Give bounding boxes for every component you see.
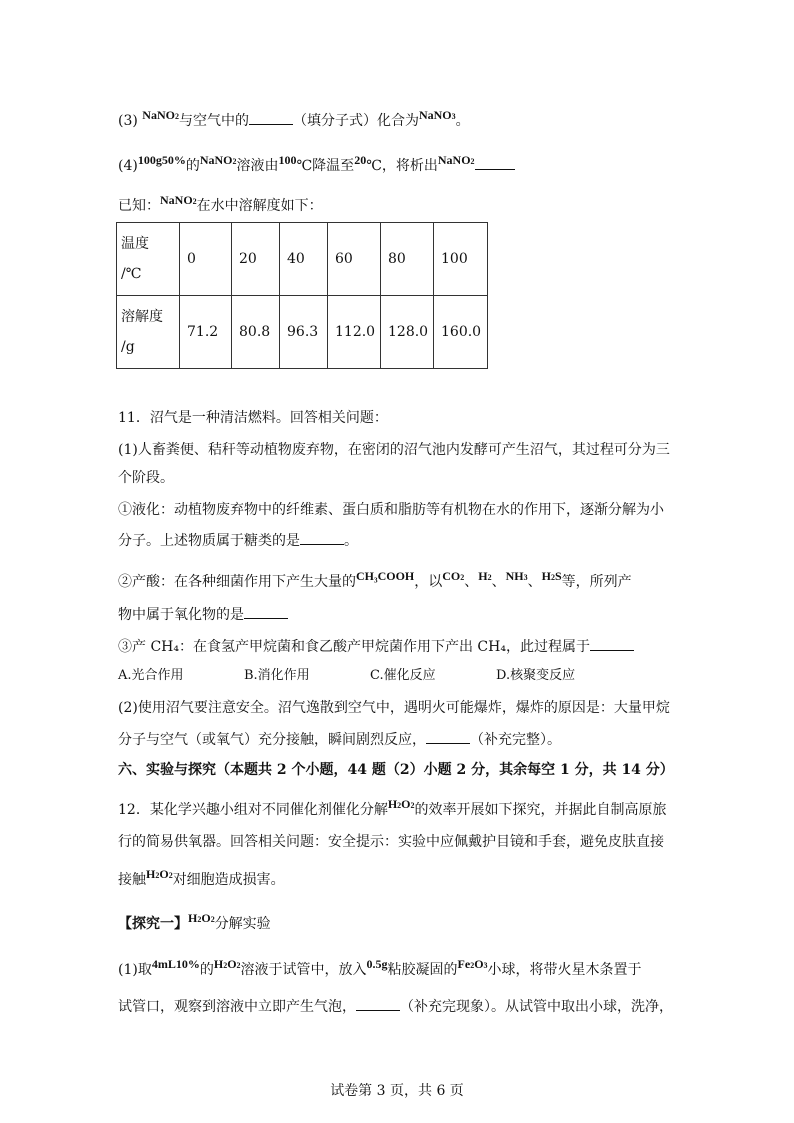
table-row-solubility: [117, 296, 488, 369]
table-cell: 71.2: [180, 296, 232, 369]
answer-blank[interactable]: [426, 729, 470, 744]
formula-h2o2: H2O2: [146, 867, 173, 881]
q3-line: (3) NaNO2与空气中的 （填分子式）化合为NaNO3。: [118, 108, 470, 129]
table-row-temperature: [117, 223, 488, 296]
formula-h2o2: H2O2: [188, 911, 215, 925]
formula-nano2: NaNO2: [142, 108, 179, 122]
q11-p2-line2: 分子与空气（或氧气）充分接触，瞬间剧烈反应， （补充完整）。: [118, 729, 561, 750]
formula-100g50pct: 100g50%: [137, 153, 186, 167]
q12-p1-line2: 试管口，观察到溶液中立即产生气泡， （补充完现象）。从试管中取出小球，洗净，: [118, 996, 673, 1017]
table-cell: 80: [381, 223, 434, 296]
q4-number: (4): [118, 158, 138, 174]
table-cell: 160.0: [434, 296, 488, 369]
table-cell: 128.0: [381, 296, 434, 369]
formula-h2o2: H2O2: [387, 797, 415, 811]
q11-p2-line1: (2)使用沼气要注意安全。沼气逸散到空气中，遇明火可能爆炸，爆炸的原因是：大量甲烷: [118, 700, 670, 716]
answer-blank[interactable]: [475, 155, 515, 170]
known-line: 已知：NaNO2在水中溶解度如下：: [118, 193, 323, 214]
answer-blank[interactable]: [244, 604, 288, 619]
table-header-solubility: 溶解度 /g: [117, 296, 180, 369]
inquiry-1-heading: 【探究一】H2O2分解实验: [118, 911, 271, 932]
q11-s1-line2: 分子。上述物质属于糖类的是 。: [118, 530, 358, 551]
table-cell: 80.8: [232, 296, 280, 369]
solubility-table: [116, 222, 488, 369]
q11-s2-line2: 物中属于氧化物的是: [118, 604, 288, 625]
table-header-temperature: 温度 /℃: [117, 223, 180, 296]
option-a[interactable]: A.光合作用: [118, 668, 184, 683]
answer-blank[interactable]: [356, 996, 400, 1011]
q12-line3: 接触H2O2对细胞造成损害。: [118, 867, 285, 888]
answer-blank[interactable]: [249, 110, 293, 125]
table-cell: 40: [280, 223, 328, 296]
q12-p1-line1: (1)取4mL10%的H2O2溶液于试管中，放入0.5g粘胶凝固的Fe2O3小球，将带火星木条置于: [118, 957, 642, 978]
formula-co2: CO2: [442, 569, 465, 583]
q12-line1: 12．某化学兴趣小组对不同催化剂催化分解H2O2的效率开展如下探究，并据此自制高原旅: [118, 797, 667, 818]
q11-s1-line1: ①液化：动植物废弃物中的纤维素、蛋白质和脂肪等有机物在水的作用下，逐渐分解为小: [118, 502, 664, 518]
formula-h2o2: H2O2: [213, 957, 241, 971]
formula-nano2: NaNO2: [160, 193, 197, 207]
table-cell: 100: [434, 223, 488, 296]
option-c[interactable]: C.催化反应: [370, 668, 436, 683]
q4-line: (4)100g50%的NaNO2溶液由100℃降温至20℃，将析出NaNO2: [118, 155, 515, 178]
formula-nano2: NaNO2: [199, 153, 237, 167]
q11-options: [118, 666, 575, 686]
formula-fe2o3: Fe2O3: [457, 957, 488, 971]
formula-h2s: H2S: [541, 569, 562, 583]
option-b[interactable]: B.消化作用: [244, 668, 310, 683]
q11-s2-line1: ②产酸：在各种细菌作用下产生大量的CH₃COOH，以CO2、H2、NH3、H2S等，所列产: [118, 569, 632, 590]
q3-number: (3): [118, 113, 138, 129]
q11-s3: ③产 CH₄：在食氢产甲烷菌和食乙酸产甲烷菌作用下产出 CH₄，此过程属于: [118, 636, 634, 657]
table-cell: 96.3: [280, 296, 328, 369]
option-d[interactable]: D.核聚变反应: [496, 668, 576, 683]
page-footer: 试卷第 3 页，共 6 页: [330, 1083, 464, 1099]
formula-h2: H2: [478, 569, 492, 583]
formula-nano2: NaNO2: [437, 153, 475, 167]
q11-p1-line2: 个阶段。: [118, 470, 174, 486]
formula-ch3cooh: CH₃COOH: [356, 569, 415, 583]
q11-title: 11．沼气是一种清洁燃料。回答相关问题：: [118, 410, 388, 426]
formula-nh3: NH3: [505, 569, 528, 583]
formula-nano3: NaNO3: [418, 108, 456, 122]
table-cell: 112.0: [328, 296, 381, 369]
table-cell: 60: [328, 223, 381, 296]
q11-p1-line1: (1)人畜粪便、秸秆等动植物废弃物，在密闭的沼气池内发酵可产生沼气，其过程可分为三: [118, 442, 670, 458]
table-cell: 0: [180, 223, 232, 296]
section-6-heading: 六、实验与探究（本题共 2 个小题，44 题（2）小题 2 分，其余每空 1 分，共 14 分）: [118, 762, 674, 778]
answer-blank[interactable]: [590, 636, 634, 651]
table-cell: 20: [232, 223, 280, 296]
answer-blank[interactable]: [300, 530, 344, 545]
q12-line2: 行的简易供氧器。回答相关问题：安全提示：实验中应佩戴护目镜和手套，避免皮肤直接: [118, 834, 664, 850]
